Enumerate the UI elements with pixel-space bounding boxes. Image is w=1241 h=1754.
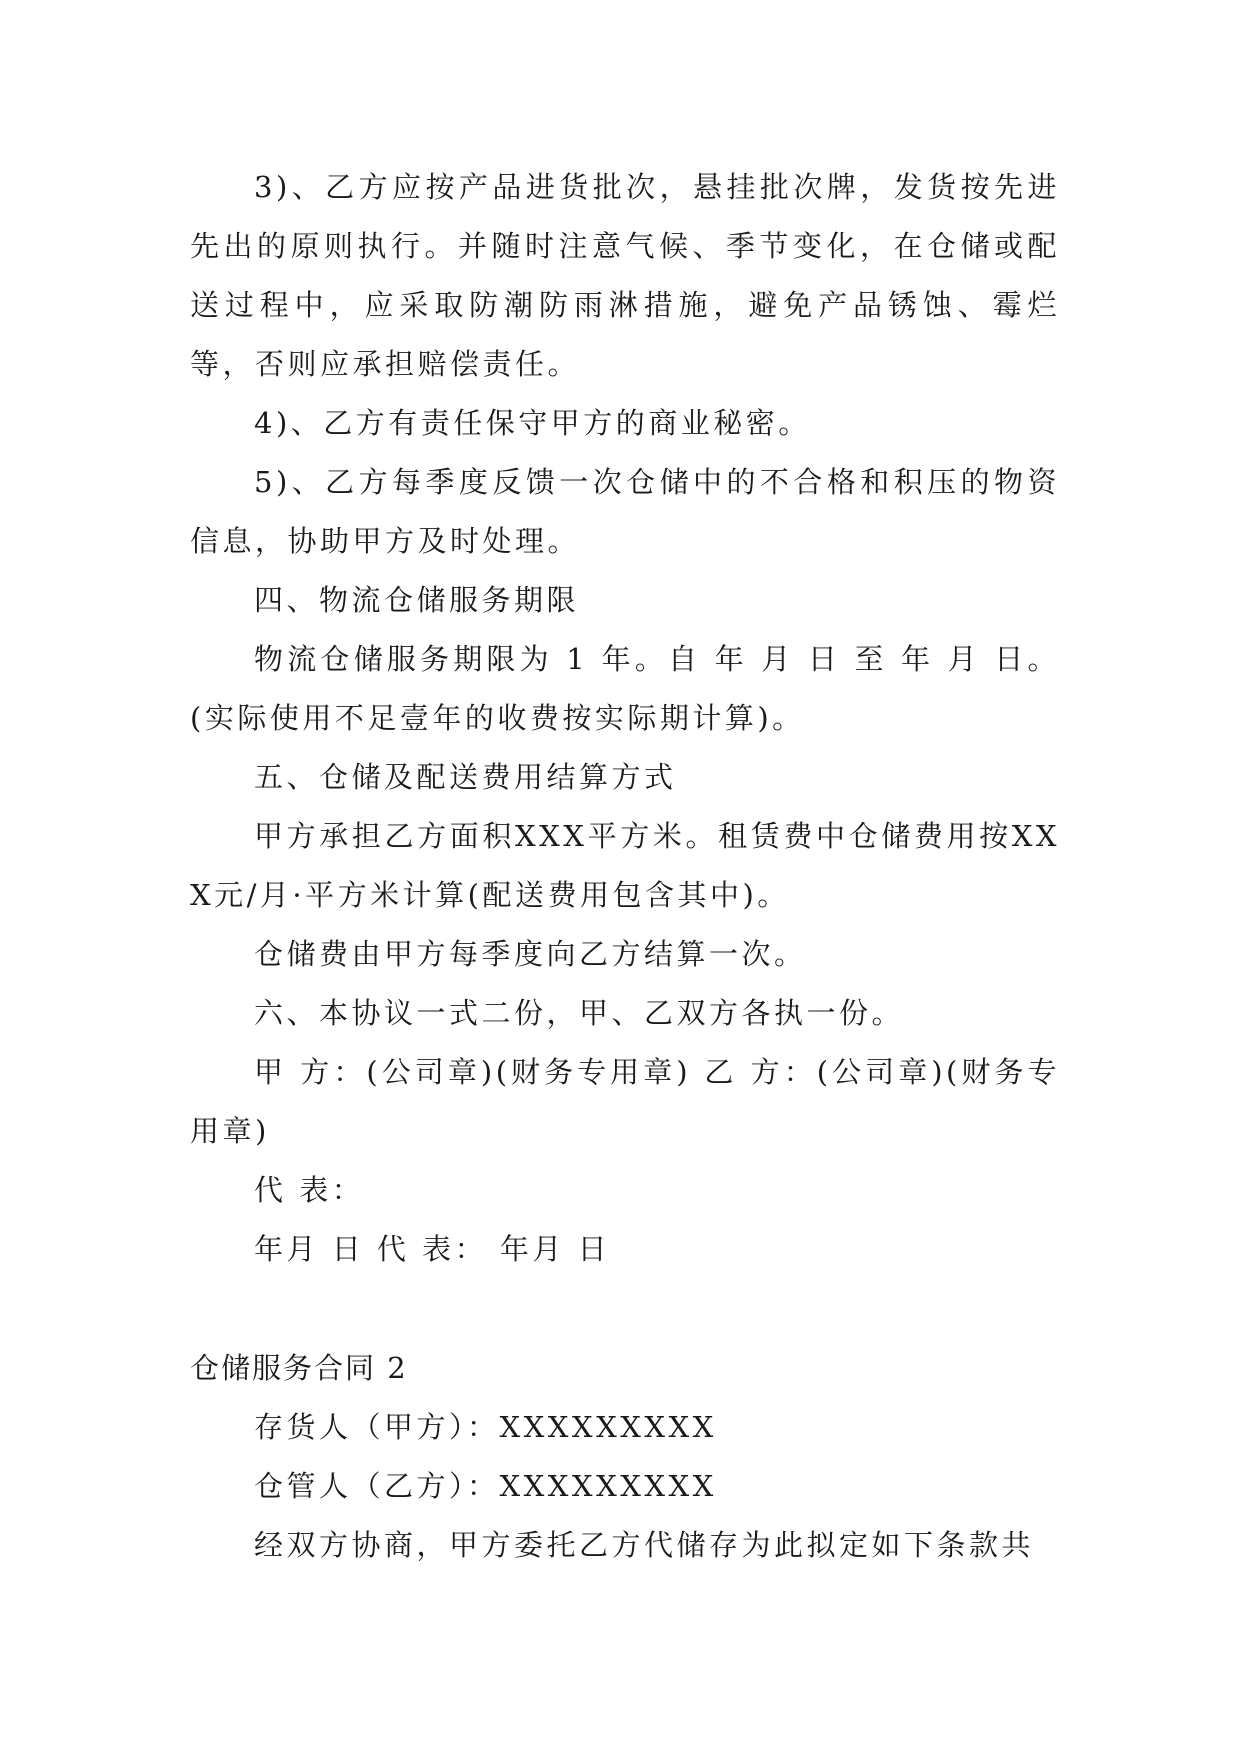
clause-4-paragraph: 4)、乙方有责任保守甲方的商业秘密。 [254,406,811,440]
settlement-paragraph: 仓储费由甲方每季度向乙方结算一次。 [254,937,807,971]
fee-paragraph: 甲方承担乙方面积XXX平方米。租赁费中仓储费用按XXX元/月·平方米计算(配送费用包含其中)。 [190,819,1060,912]
section-5-heading: 五、仓储及配送费用结算方式 [254,760,677,794]
contract-2-title: 仓储服务合同 2 [190,1351,408,1385]
depositor-line: 存货人（甲方）：XXXXXXXXX [254,1410,717,1444]
clause-5-paragraph: 5)、乙方每季度反馈一次仓储中的不合格和积压的物资信息，协助甲方及时处理。 [190,465,1060,558]
section-4-heading: 四、物流仓储服务期限 [254,583,580,617]
warehouse-keeper-line: 仓管人（乙方）：XXXXXXXXX [254,1469,717,1503]
signature-parties-line: 甲 方：(公司章)(财务专用章) 乙 方：(公司章)(财务专用章) [190,1055,1060,1148]
agreement-intro-paragraph: 经双方协商，甲方委托乙方代储存为此拟定如下条款共 [254,1528,1035,1562]
section-6-paragraph: 六、本协议一式二份，甲、乙双方各执一份。 [254,996,905,1030]
service-term-paragraph: 物流仓储服务期限为 1 年。自 年 月 日 至 年 月 日。(实际使用不足壹年的收费按实际期计算)。 [190,642,1060,735]
date-representative-line: 年月 日 代 表： 年月 日 [254,1232,611,1266]
representative-line: 代 表： [254,1173,365,1207]
section-spacer [190,1279,1060,1339]
document-page [190,158,1060,1575]
clause-3-paragraph: 3)、乙方应按产品进货批次，悬挂批次牌，发货按先进先出的原则执行。并随时注意气候、季节变化，在仓储或配送过程中，应采取防潮防雨淋措施，避免产品锈蚀、霉烂等，否则应承担赔偿责任。 [190,170,1060,381]
